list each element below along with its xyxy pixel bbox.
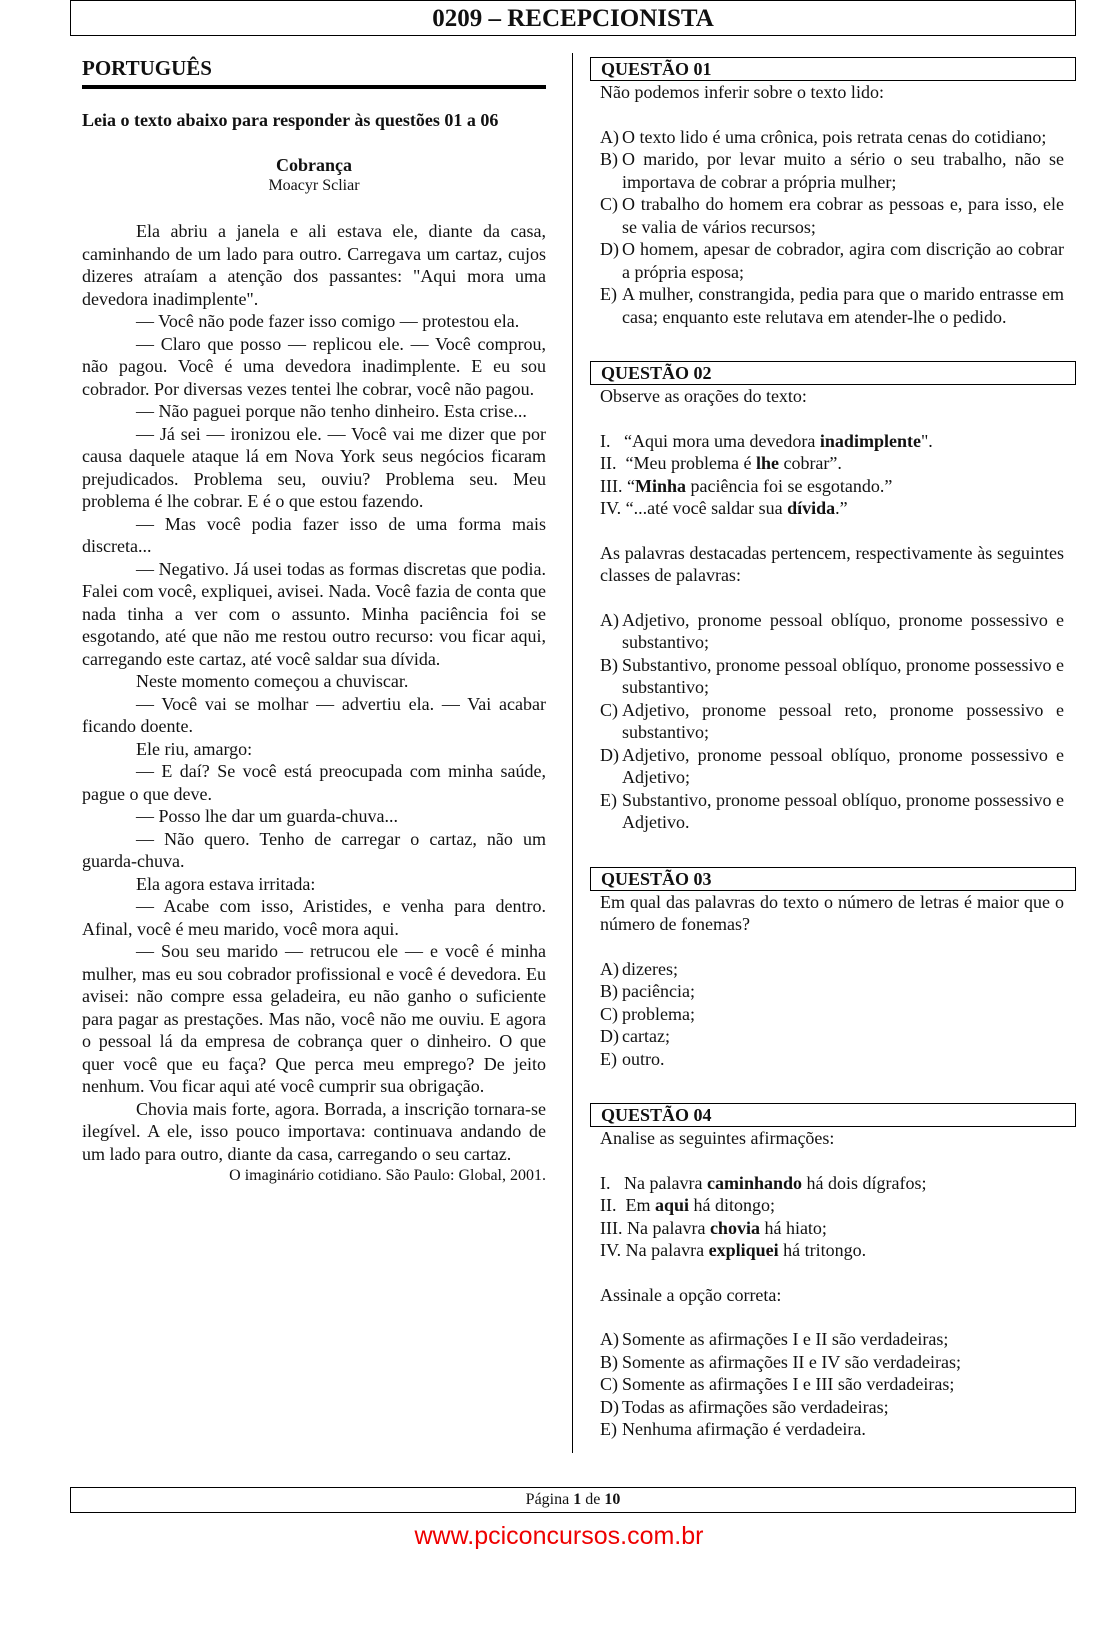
option-letter: B) xyxy=(600,654,618,675)
story-author: Moacyr Scliar xyxy=(268,177,360,194)
answer-option[interactable] xyxy=(600,1351,1064,1374)
question-4 xyxy=(590,1103,1076,1441)
highlighted-word: inadimplente xyxy=(819,430,921,451)
answer-option[interactable] xyxy=(600,654,1064,699)
stem-text: As palavras destacadas pertencem, respectivamente às seguintes classes de palavras: xyxy=(600,542,1064,585)
story-paragraph: Ela abriu a janela e ali estava ele, diante da casa, caminhando de um lado para outro. Carregava um cartaz, cujos dizeres atraíam a atenção dos passantes: "Aqui mora uma devedora inadimplente". xyxy=(82,221,546,309)
option-letter: A) xyxy=(600,958,619,979)
option-letter: D) xyxy=(600,239,619,259)
option-text: O texto lido é uma crônica, pois retrata cenas do cotidiano; xyxy=(622,126,1047,147)
option-text: paciência; xyxy=(622,981,695,1001)
option-text: cartaz; xyxy=(622,1026,670,1046)
question-body xyxy=(590,1127,1064,1441)
instruction: Leia o texto abaixo para responder às questões 01 a 06 xyxy=(82,110,499,130)
option-letter: D) xyxy=(600,1026,619,1046)
left-column xyxy=(82,53,546,1187)
story-paragraph: Chovia mais forte, agora. Borrada, a inscrição tornara-se ilegível. A ele, isso pouco importava: continuava andando de um lado para outro, diante da casa, carregando o seu cartaz. xyxy=(82,1098,546,1164)
stem-text: Observe as orações do texto: xyxy=(600,386,807,406)
answer-option[interactable] xyxy=(600,609,1064,654)
option-text: Todas as afirmações são verdadeiras; xyxy=(622,1396,889,1417)
statement-text: há dois dígrafos; xyxy=(801,1172,927,1193)
statement-text: I. Na palavra xyxy=(600,1172,707,1193)
statement-line xyxy=(600,1194,1064,1217)
question-1 xyxy=(590,57,1076,328)
question-body xyxy=(590,81,1064,328)
section-title: PORTUGUÊS xyxy=(82,53,546,89)
option-text: O trabalho do homem era cobrar as pessoas e, para isso, ele se valia de vários recursos; xyxy=(622,194,1064,237)
story-paragraph: Neste momento começou a chuviscar. xyxy=(136,671,409,691)
stem-text: Não podemos inferir sobre o texto lido: xyxy=(600,82,884,102)
option-text: Somente as afirmações II e IV são verdadeiras; xyxy=(622,1351,962,1372)
statement-text: há hiato; xyxy=(759,1217,827,1238)
option-text: O homem, apesar de cobrador, agira com discrição ao cobrar a própria esposa; xyxy=(622,239,1064,282)
answer-option[interactable] xyxy=(600,1328,1064,1351)
option-text: A mulher, constrangida, pedia para que o marido entrasse em casa; enquanto este relutava em atender-lhe o pedido. xyxy=(622,284,1064,327)
option-text: Adjetivo, pronome pessoal oblíquo, pronome possessivo e substantivo; xyxy=(622,609,1064,652)
statement-text: III. Na palavra xyxy=(600,1217,710,1238)
option-letter: B) xyxy=(600,149,618,169)
option-text: problema; xyxy=(622,1003,695,1024)
option-text: Substantivo, pronome pessoal oblíquo, pronome possessivo e Adjetivo. xyxy=(622,789,1064,832)
spacer xyxy=(600,104,1064,126)
column-divider xyxy=(572,53,573,1453)
highlighted-word: chovia xyxy=(709,1217,760,1238)
question-2 xyxy=(590,361,1076,834)
option-letter: B) xyxy=(600,981,618,1001)
spacer xyxy=(600,520,1064,542)
option-letter: E) xyxy=(600,789,617,810)
spacer xyxy=(600,408,1064,430)
option-letter: C) xyxy=(600,1003,618,1024)
statement-text: III. “ xyxy=(600,475,635,496)
statement-line xyxy=(600,452,1064,475)
option-text: Adjetivo, pronome pessoal reto, pronome possessivo e substantivo; xyxy=(622,699,1064,742)
option-text: outro. xyxy=(622,1048,665,1069)
highlighted-word: caminhando xyxy=(706,1172,802,1193)
question-stem xyxy=(600,1284,1064,1307)
story-paragraph: — Acabe com isso, Aristides, e venha para dentro. Afinal, você é meu marido, você mora aqui. xyxy=(82,896,546,939)
answer-option[interactable] xyxy=(600,1048,1064,1071)
answer-option[interactable] xyxy=(600,744,1064,789)
exam-header: 0209 – RECEPCIONISTA xyxy=(70,0,1076,36)
option-letter: A) xyxy=(600,609,619,630)
answer-option[interactable] xyxy=(600,238,1064,283)
statement-line xyxy=(600,1239,1064,1262)
stem-text: Em qual das palavras do texto o número de letras é maior que o número de fonemas? xyxy=(600,891,1064,934)
spacer xyxy=(600,1262,1064,1284)
answer-option[interactable] xyxy=(600,1025,1064,1048)
page-footer xyxy=(70,1487,1076,1513)
question-stem xyxy=(600,81,1064,104)
story-source: O imaginário cotidiano. São Paulo: Global, 2001. xyxy=(229,1167,546,1184)
option-letter: D) xyxy=(600,1396,619,1417)
option-text: Somente as afirmações I e III são verdadeiras; xyxy=(622,1374,955,1394)
answer-option[interactable] xyxy=(600,980,1064,1003)
statement-text: II. Em xyxy=(600,1195,655,1215)
option-letter: B) xyxy=(600,1351,618,1372)
stem-text: Assinale a opção correta: xyxy=(600,1284,782,1305)
site-url[interactable]: www.pciconcursos.com.br xyxy=(414,1522,704,1550)
story-paragraph: — Negativo. Já usei todas as formas discretas que podia. Falei com você, expliquei, avisei. Nada. Você fazia de conta que nada tinha a ver com o assunto. Minha paciência foi se esgotando, até que não me restou outro recurso: vou ficar aqui, carregando este cartaz, até você saldar sua dívida. xyxy=(82,558,546,669)
spacer xyxy=(600,1306,1064,1328)
question-stem xyxy=(600,1127,1064,1150)
story-paragraph: — Claro que posso — replicou ele. — Você comprou, não pagou. Você é uma devedora inadimplente. E eu sou cobrador. Por diversas vezes tentei lhe cobrar, você não pagou. xyxy=(82,333,546,399)
question-title: QUESTÃO 04 xyxy=(590,1103,1076,1127)
highlighted-word: expliquei xyxy=(708,1240,779,1260)
answer-option[interactable] xyxy=(600,283,1064,328)
question-body xyxy=(590,385,1064,834)
statement-text: .” xyxy=(835,498,848,518)
statement-text: paciência foi se esgotando.” xyxy=(686,475,893,496)
spacer xyxy=(600,1150,1064,1172)
answer-option[interactable] xyxy=(600,699,1064,744)
story-paragraph: — Sou seu marido — retrucou ele — e você é minha mulher, mas eu sou cobrador profissional e você é devedora. Eu avisei: não compre essa geladeira, eu não ganho o suficiente para pagar as prestações. Mas não, você não me ouviu. E agora o pessoal lá da empresa de cobrança quer o dinheiro. O que quer você que eu faça? Que perca meu emprego? De jeito nenhum. Vou ficar aqui até você cumprir sua obrigação. xyxy=(82,941,546,1096)
option-letter: A) xyxy=(600,126,619,147)
story-title: Cobrança xyxy=(276,154,352,175)
story-paragraph: — Não paguei porque não tenho dinheiro. Esta crise... xyxy=(136,401,527,421)
option-letter: C) xyxy=(600,194,618,214)
of-label: de xyxy=(585,1491,601,1508)
statement-text: há ditongo; xyxy=(689,1195,776,1215)
answer-option[interactable] xyxy=(600,958,1064,981)
story-paragraph: — Já sei — ironizou ele. — Você vai me dizer que por causa daquele ataque lá em Nova York seus negócios ficaram prejudicados. Problema seu, ouviu? Problema seu. Meu problema é lhe cobrar. E é o que estou fazendo. xyxy=(82,423,546,511)
option-text: Adjetivo, pronome pessoal oblíquo, pronome possessivo e Adjetivo; xyxy=(622,744,1064,787)
option-letter: E) xyxy=(600,1048,617,1069)
story-paragraph: Ela agora estava irritada: xyxy=(136,873,316,894)
questions-column xyxy=(590,57,1076,1474)
page-total: 10 xyxy=(604,1491,621,1508)
statement-text: cobrar”. xyxy=(778,453,842,473)
answer-option[interactable] xyxy=(600,148,1064,193)
spacer xyxy=(600,587,1064,609)
statement-text: II. “Meu problema é xyxy=(600,453,756,473)
story-paragraph: Ele riu, amargo: xyxy=(136,738,253,759)
option-letter: E) xyxy=(600,284,617,304)
story-paragraph: — E daí? Se você está preocupada com minha saúde, pague o que deve. xyxy=(82,761,546,804)
statement-text: IV. “...até você saldar sua xyxy=(600,498,788,518)
option-text: Substantivo, pronome pessoal oblíquo, pronome possessivo e substantivo; xyxy=(622,654,1064,697)
option-letter: E) xyxy=(600,1419,617,1439)
statement-text: IV. Na palavra xyxy=(600,1240,709,1260)
highlighted-word: lhe xyxy=(755,453,779,473)
statement-text: há tritongo. xyxy=(778,1240,867,1260)
story-paragraph: — Posso lhe dar um guarda-chuva... xyxy=(136,806,398,826)
question-body xyxy=(590,891,1064,1071)
page-label: Página xyxy=(525,1491,570,1508)
option-text: O marido, por levar muito a sério o seu trabalho, não se importava de cobrar a própria mulher; xyxy=(622,149,1064,192)
option-letter: D) xyxy=(600,744,619,765)
highlighted-word: aqui xyxy=(654,1195,690,1215)
answer-option[interactable] xyxy=(600,1373,1064,1396)
question-title: QUESTÃO 02 xyxy=(590,361,1076,385)
statement-line xyxy=(600,475,1064,498)
question-title: QUESTÃO 03 xyxy=(590,867,1076,891)
story-paragraph: — Mas você podia fazer isso de uma forma mais discreta... xyxy=(82,513,546,556)
option-text: dizeres; xyxy=(622,958,678,979)
statement-line xyxy=(600,430,1064,453)
story-paragraph: — Você vai se molhar — advertiu ela. — Vai acabar ficando doente. xyxy=(82,693,546,736)
option-text: Somente as afirmações I e II são verdadeiras; xyxy=(622,1329,949,1349)
highlighted-word: dívida xyxy=(787,498,836,518)
statement-text: ". xyxy=(920,430,933,451)
stem-text: Analise as seguintes afirmações: xyxy=(600,1128,835,1148)
answer-option[interactable] xyxy=(600,1396,1064,1419)
question-3 xyxy=(590,867,1076,1071)
answer-option[interactable] xyxy=(600,1418,1064,1441)
story-paragraph: — Não quero. Tenho de carregar o cartaz, não um guarda-chuva. xyxy=(82,828,546,871)
statement-text: I. “Aqui mora uma devedora xyxy=(600,430,820,451)
statement-line xyxy=(600,1172,1064,1195)
question-title: QUESTÃO 01 xyxy=(590,57,1076,81)
option-letter: C) xyxy=(600,699,618,720)
answer-option[interactable] xyxy=(600,193,1064,238)
option-letter: A) xyxy=(600,1329,619,1349)
spacer xyxy=(600,936,1064,958)
question-stem xyxy=(600,891,1064,936)
highlighted-word: Minha xyxy=(634,475,686,496)
answer-option[interactable] xyxy=(600,789,1064,834)
page-number: 1 xyxy=(573,1491,582,1508)
story-paragraph: — Você não pode fazer isso comigo — protestou ela. xyxy=(136,311,520,331)
answer-option[interactable] xyxy=(600,126,1064,149)
story-text xyxy=(82,220,546,1165)
option-text: Nenhuma afirmação é verdadeira. xyxy=(622,1419,866,1439)
question-stem xyxy=(600,385,1064,408)
statement-line xyxy=(600,1217,1064,1240)
question-stem xyxy=(600,542,1064,587)
option-letter: C) xyxy=(600,1374,618,1394)
answer-option[interactable] xyxy=(600,1003,1064,1026)
statement-line xyxy=(600,497,1064,520)
